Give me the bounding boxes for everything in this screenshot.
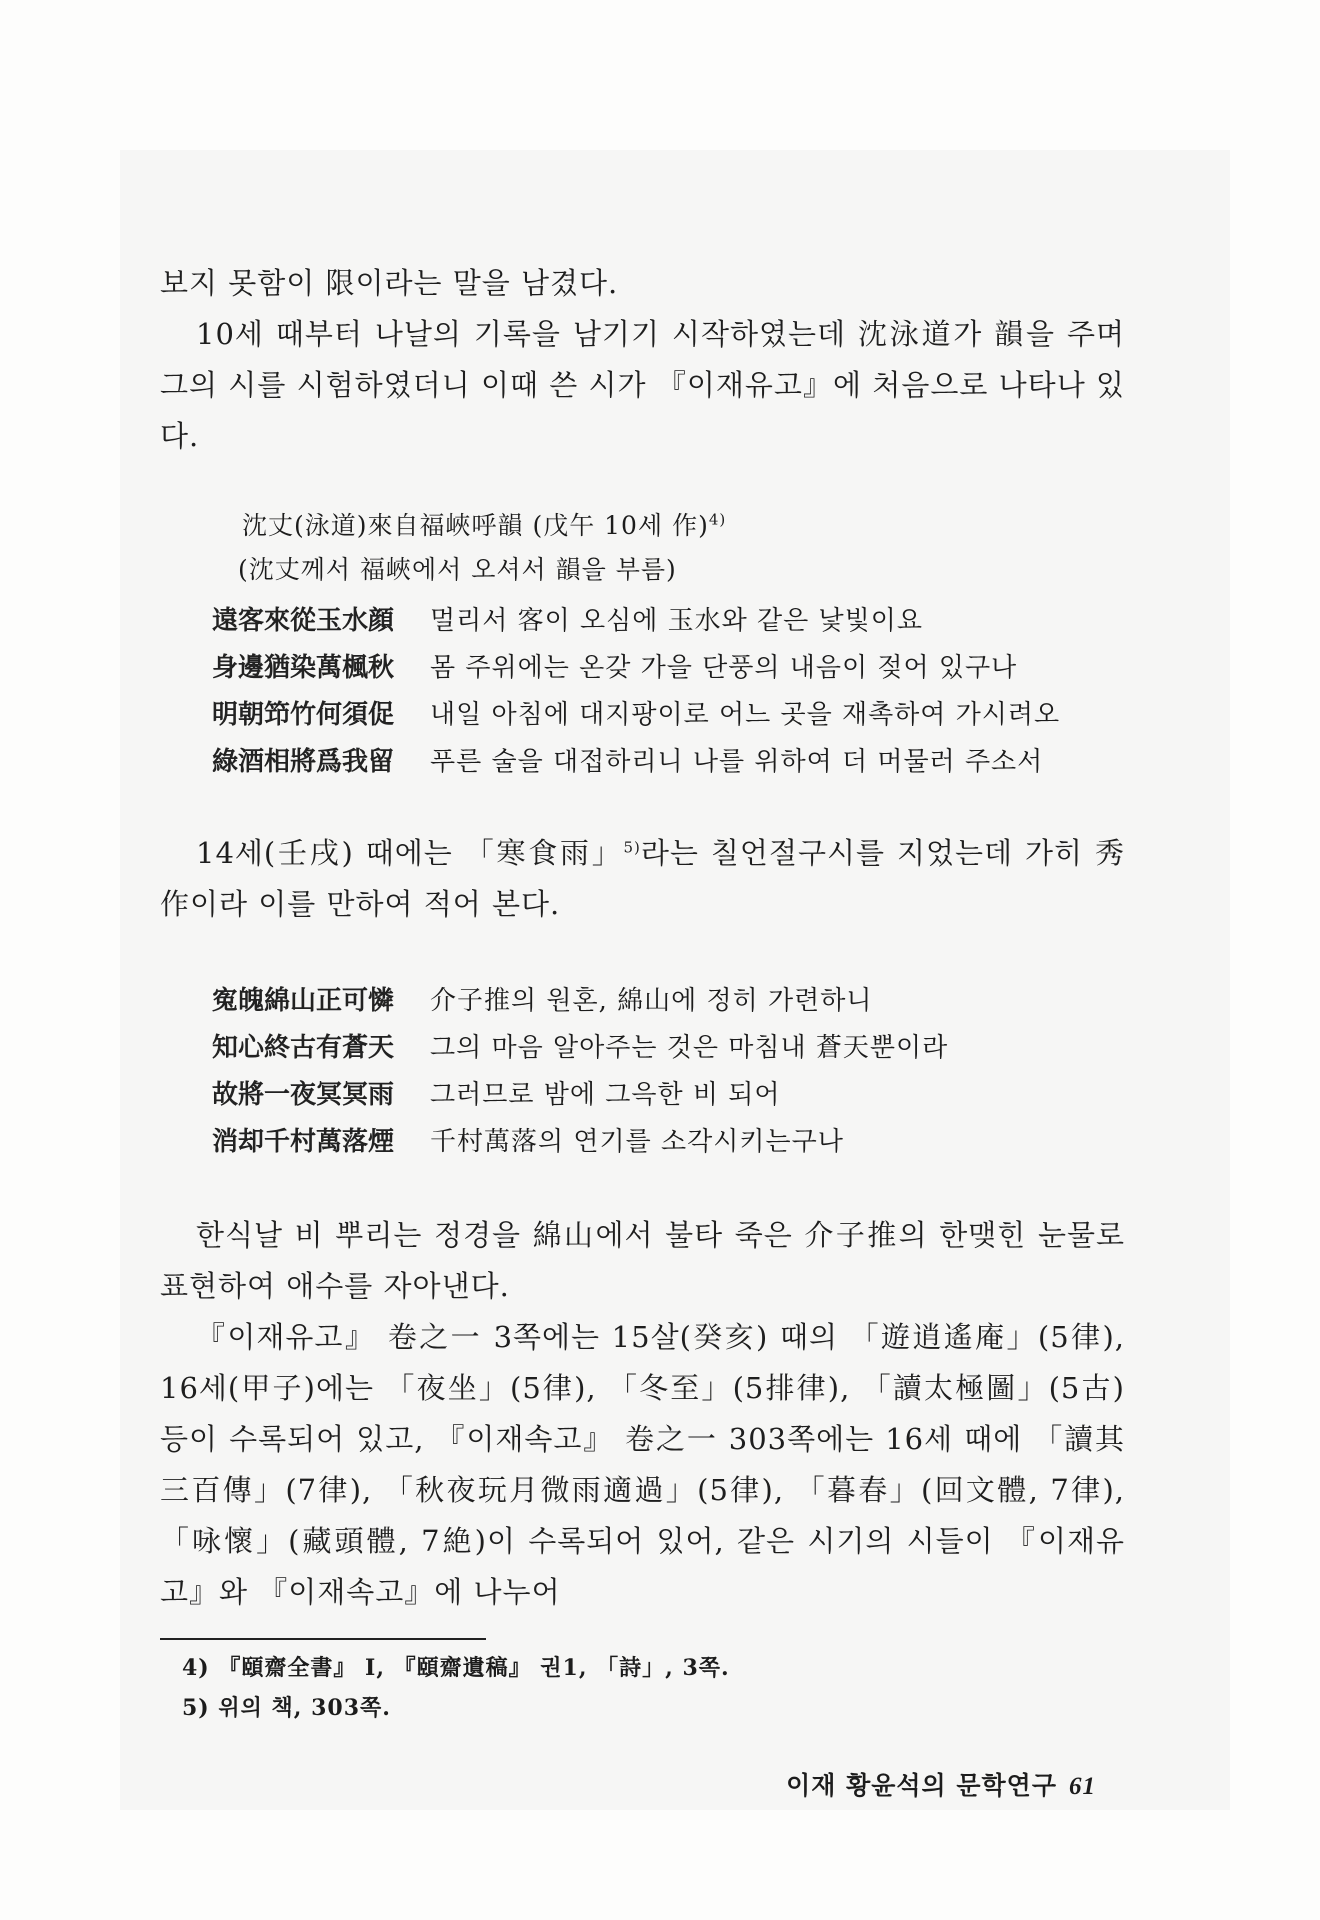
poem-line-korean: 千村萬落의 연기를 소각시키는구나 xyxy=(430,1127,844,1157)
poem-line-korean: 내일 아침에 대지팡이로 어느 곳을 재촉하여 가시려오 xyxy=(430,700,1061,730)
poem-1-title xyxy=(242,504,1125,548)
poem-1-subtitle: (沈丈께서 福峽에서 오셔서 韻을 부름) xyxy=(238,555,677,584)
poem-line xyxy=(212,978,1125,1025)
poem-line xyxy=(212,692,1125,739)
poem-1-title-text: 沈丈(泳道)來自福峽呼韻 (戊午 10세 作) xyxy=(242,511,709,540)
page-body xyxy=(160,258,1125,1728)
poem-line-hanja: 身邊猶染萬楓秋 xyxy=(212,653,395,683)
poem-line-hanja: 故將一夜冥冥雨 xyxy=(212,1080,395,1110)
paragraph-2: 10세 때부터 나날의 기록을 남기기 시작하였는데 沈泳道가 韻을 주며 그의 시를 시험하였더니 이때 쓴 시가 『이재유고』에 처음으로 나타나 있다. xyxy=(160,317,1125,453)
poem-line xyxy=(212,1025,1125,1072)
poem-line-hanja: 知心終古有蒼天 xyxy=(212,1033,395,1063)
poem-line-korean: 그의 마음 알아주는 것은 마침내 蒼天뿐이라 xyxy=(430,1033,949,1063)
poem-line-korean: 푸른 술을 대접하리니 나를 위하여 더 머물러 주소서 xyxy=(430,747,1044,777)
poem-line-hanja: 綠酒相將爲我留 xyxy=(212,747,395,777)
poem-line xyxy=(212,598,1125,645)
poem-1 xyxy=(212,598,1125,786)
poem-line-korean: 그러므로 밤에 그윽한 비 되어 xyxy=(430,1080,781,1110)
running-title: 이재 황윤석의 문학연구 xyxy=(786,1771,1057,1800)
paragraph-5: 『이재유고』 卷之一 3쪽에는 15살(癸亥) 때의 「遊逍遙庵」(5律), 16세(甲子)에는 「夜坐」(5律), 「冬至」(5排律), 「讀太極圖」(5古) 등이 수록되어 있고, 『이재속고』 卷之一 303쪽에는 16세 때에 「讀其三百傳」(7律), 「秋夜玩月微雨適過」(5律), 「暮春」(回文體, 7律), 「咏懷」(藏頭體, 7絶)이 수록되어 있어, 같은 시기의 시들이 『이재유고』와 『이재속고』에 나누어 xyxy=(160,1320,1125,1609)
poem-line-korean: 介子推의 원혼, 綿山에 정히 가련하니 xyxy=(430,986,873,1016)
poem-line-hanja: 消却千村萬落煙 xyxy=(212,1127,395,1157)
poem-line xyxy=(212,645,1125,692)
paragraph-1: 보지 못함이 限이라는 말을 남겼다. xyxy=(160,266,619,300)
poem-line-korean: 멀리서 客이 오심에 玉水와 같은 낯빛이요 xyxy=(430,606,923,636)
paragraph-3-text: 14세(壬戌) 때에는 「寒食雨」 xyxy=(196,836,624,870)
poem-line-hanja: 明朝笻竹何須促 xyxy=(212,700,395,730)
footnote-divider xyxy=(160,1638,486,1640)
page-footer xyxy=(756,1766,1096,1802)
poem-line-hanja: 遠客來從玉水顔 xyxy=(212,606,395,636)
poem-line-korean: 몸 주위에는 온갖 가을 단풍의 내음이 젖어 있구나 xyxy=(430,653,1018,683)
footnote-5: 5) 위의 책, 303쪽. xyxy=(182,1695,391,1721)
page-number: 61 xyxy=(1069,1773,1096,1800)
poem-line xyxy=(212,739,1125,786)
paragraph-3-rest: 라는 칠언절구시를 지었는데 가히 秀作이라 이를 만하여 적어 본다. xyxy=(160,836,1125,921)
paragraph-4: 한식날 비 뿌리는 정경을 綿山에서 불타 죽은 介子推의 한맺힌 눈물로 표현하여 애수를 자아낸다. xyxy=(160,1218,1125,1303)
footnote-ref-5: 5) xyxy=(623,838,641,857)
paragraph-3 xyxy=(160,828,1125,930)
footnote-ref-4: 4) xyxy=(708,510,727,529)
footnote-4: 4) 『頤齋全書』 Ⅰ, 『頤齋遺稿』 권1, 「詩」, 3쪽. xyxy=(182,1655,730,1681)
poem-line xyxy=(212,1072,1125,1119)
poem-line xyxy=(212,1119,1125,1166)
poem-line-hanja: 寃魄綿山正可憐 xyxy=(212,986,395,1016)
poem-2 xyxy=(212,978,1125,1166)
